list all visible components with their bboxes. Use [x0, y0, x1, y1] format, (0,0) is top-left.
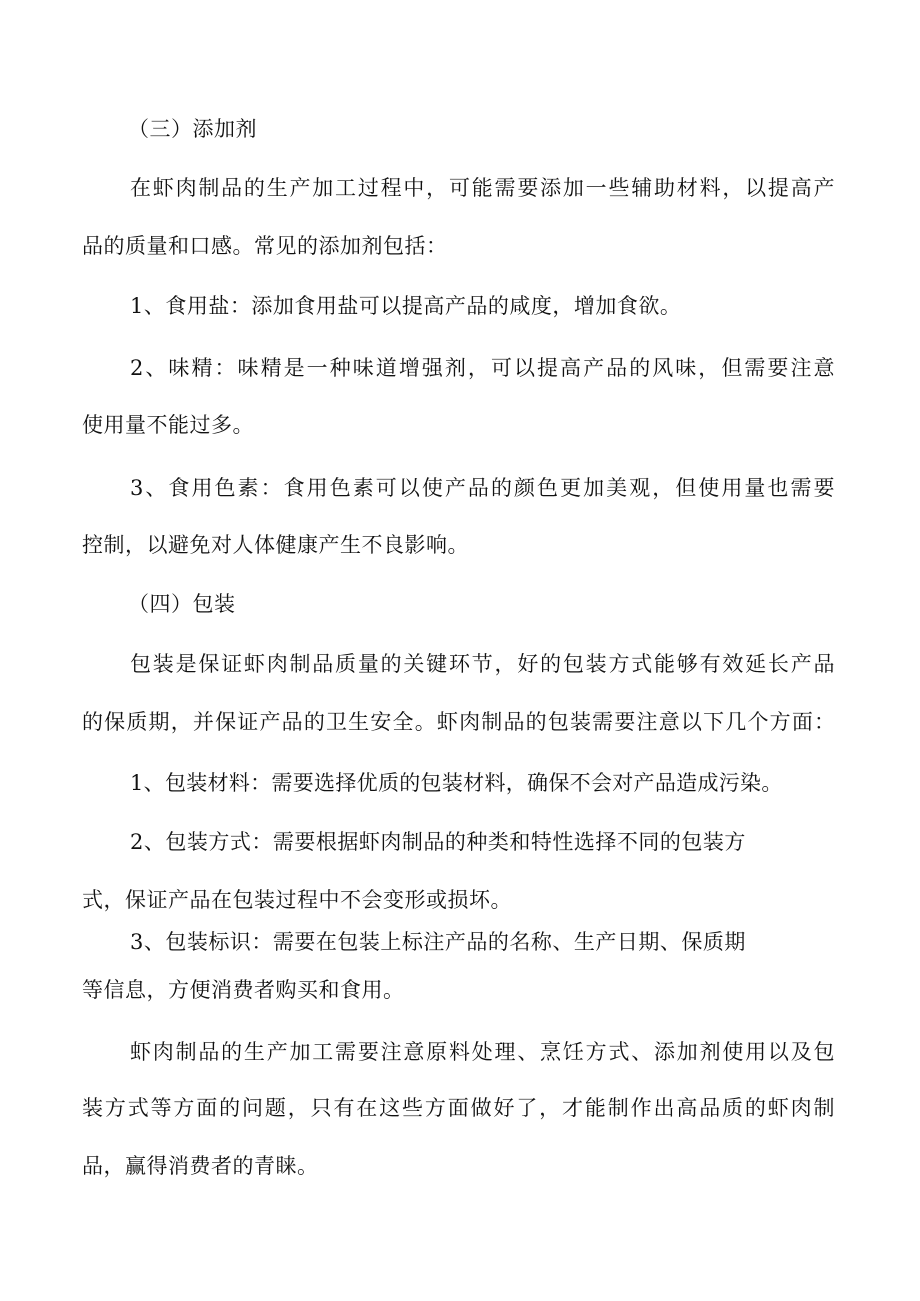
additive-item-colorant-line1: 3、食用色素：食用色素可以使产品的颜色更加美观，但使用量也需要 [130, 476, 835, 500]
paragraph-packaging-intro-line1: 包装是保证虾肉制品质量的关键环节，好的包装方式能够有效延长产品 [130, 652, 835, 676]
additive-item-colorant-line2: 控制，以避免对人体健康产生不良影响。 [82, 533, 469, 557]
paragraph-packaging-intro-line2: 的保质期，并保证产品的卫生安全。虾肉制品的包装需要注意以下几个方面： [82, 710, 835, 734]
conclusion-line3: 品，赢得消费者的青睐。 [82, 1154, 319, 1178]
paragraph-additives-intro-line1: 在虾肉制品的生产加工过程中，可能需要添加一些辅助材料，以提高产 [130, 176, 835, 200]
paragraph-additives-intro-line2: 品的质量和口感。常见的添加剂包括： [82, 234, 448, 258]
packaging-item-label-line1: 3、包装标识：需要在包装上标注产品的名称、生产日期、保质期 [130, 930, 746, 954]
additive-item-msg-line1: 2、味精：味精是一种味道增强剂，可以提高产品的风味，但需要注意 [130, 356, 835, 380]
packaging-item-material: 1、包装材料：需要选择优质的包装材料，确保不会对产品造成污染。 [130, 771, 783, 795]
packaging-item-label-line2: 等信息，方便消费者购买和食用。 [82, 978, 405, 1002]
heading-additives: （三）添加剂 [128, 117, 257, 141]
conclusion-line2: 装方式等方面的问题，只有在这些方面做好了，才能制作出高品质的虾肉制 [82, 1096, 835, 1120]
packaging-item-method-line1: 2、包装方式：需要根据虾肉制品的种类和特性选择不同的包装方 [130, 830, 746, 854]
packaging-item-method-line2: 式，保证产品在包装过程中不会变形或损坏。 [82, 888, 512, 912]
additive-item-msg-line2: 使用量不能过多。 [82, 413, 254, 437]
additive-item-salt: 1、食用盐：添加食用盐可以提高产品的咸度，增加食欲。 [130, 294, 682, 318]
heading-packaging: （四）包装 [128, 592, 236, 616]
conclusion-line1: 虾肉制品的生产加工需要注意原料处理、烹饪方式、添加剂使用以及包 [130, 1040, 835, 1064]
